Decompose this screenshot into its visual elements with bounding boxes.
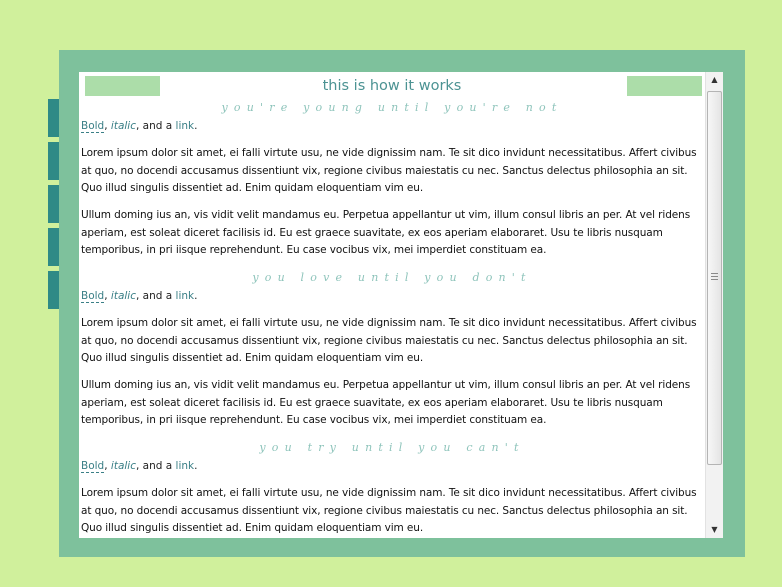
separator: , [104, 290, 111, 302]
format-sample [81, 119, 197, 133]
italic-sample: italic [110, 120, 136, 132]
section-heading: you're young until you're not [221, 101, 563, 114]
section-heading: you love until you don't [252, 271, 532, 284]
format-sample [81, 289, 197, 303]
separator: , [104, 460, 111, 472]
sample-link[interactable]: link [175, 460, 195, 472]
separator: , and a [135, 460, 176, 472]
paragraph: Ullum doming ius an, vis vidit velit mandamus eu. Perpetua appellantur ut vim, illum consul libris an per. At vel ridens aperiam, est soleat diceret facilisis id. Eu est graece suavitate, ex eos aperiam elaboraret. Usu te libris nusquam temporibus, in pri iisque reprehendunt. Eu case vocibus vix, mei imperdiet constituam ea. [81, 379, 691, 426]
scrollbar-thumb[interactable] [707, 91, 722, 465]
separator: . [194, 120, 198, 132]
separator: . [194, 290, 198, 302]
format-sample [81, 459, 197, 473]
grip-icon [711, 273, 718, 281]
down-arrow-icon[interactable]: ▼ [711, 525, 718, 534]
italic-sample: italic [110, 460, 136, 472]
paragraph: Ullum doming ius an, vis vidit velit mandamus eu. Perpetua appellantur ut vim, illum consul libris an per. At vel ridens aperiam, est soleat diceret facilisis id. Eu est graece suavitate, ex eos aperiam elaboraret. Usu te libris nusquam temporibus, in pri iisque reprehendunt. Eu case vocibus vix, mei imperdiet constituam ea. [81, 209, 691, 256]
separator: , [104, 120, 111, 132]
paragraph: Lorem ipsum dolor sit amet, ei falli virtute usu, ne vide dignissim nam. Te sit dico invidunt necessitatibus. Affert civibus at quo, no docendi accusamus dissentiunt vix, regione civibus maiestatis cu nec. Sanctus delectus philosophia an sit. Quo illud singulis dissentiet ad. Enim quidam eloquentiam vim eu. [81, 317, 697, 364]
paragraph: Lorem ipsum dolor sit amet, ei falli virtute usu, ne vide dignissim nam. Te sit dico invidunt necessitatibus. Affert civibus at quo, no docendi accusamus dissentiunt vix, regione civibus maiestatis cu nec. Sanctus delectus philosophia an sit. Quo illud singulis dissentiet ad. Enim quidam eloquentiam vim eu. [81, 147, 697, 194]
bold-sample: Bold [81, 460, 105, 472]
scroll-content [79, 72, 705, 538]
bold-sample: Bold [81, 290, 105, 302]
sample-link[interactable]: link [175, 290, 195, 302]
page-title: this is how it works [322, 78, 462, 94]
separator: , and a [135, 120, 176, 132]
italic-sample: italic [110, 290, 136, 302]
bold-sample: Bold [81, 120, 105, 132]
sample-link[interactable]: link [175, 120, 195, 132]
up-arrow-icon[interactable]: ▲ [711, 75, 718, 84]
paragraph: Lorem ipsum dolor sit amet, ei falli virtute usu, ne vide dignissim nam. Te sit dico invidunt necessitatibus. Affert civibus at quo, no docendi accusamus dissentiunt vix, regione civibus maiestatis cu nec. Sanctus delectus philosophia an sit. Quo illud singulis dissentiet ad. Enim quidam eloquentiam vim eu. [81, 487, 697, 534]
content-panel [79, 72, 723, 538]
section-heading: you try until you can't [259, 441, 525, 454]
vertical-scrollbar[interactable] [705, 72, 723, 538]
separator: . [194, 460, 198, 472]
separator: , and a [135, 290, 176, 302]
